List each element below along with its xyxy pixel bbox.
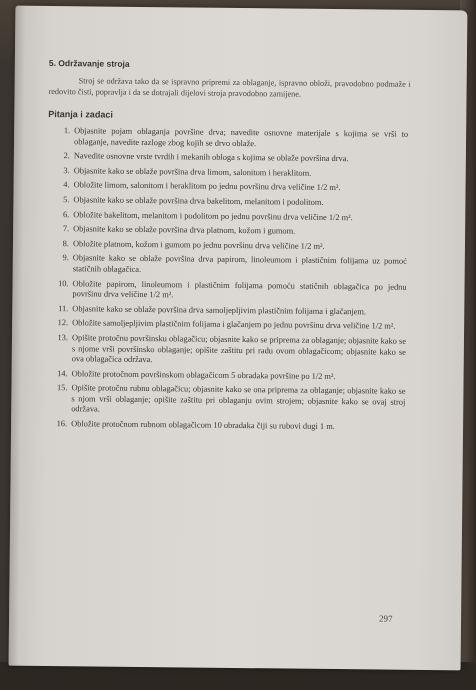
question-number: 6. <box>62 209 70 219</box>
question-item <box>63 165 410 180</box>
question-number: 14. <box>57 368 68 378</box>
question-item <box>62 209 409 224</box>
page-edge-shadow <box>9 6 26 666</box>
question-item <box>62 253 409 279</box>
question-text: Objasnite kako se oblaže površina drva papirom, linoleumom i plastičnim folijama uz pomoć statičnih oblagačica. <box>72 253 407 274</box>
question-text: Objasnite kako se oblaže površina drva samoljepljivim plastičnim folijama i glačanjem. <box>72 303 367 317</box>
question-item <box>63 151 410 165</box>
question-text: Obložite protočnom površinskom oblagačicom 5 obradaka površine po 1/2 m². <box>71 368 336 381</box>
question-number: 9. <box>62 253 69 263</box>
questions-list <box>45 126 410 433</box>
question-text: Opišite protočnu rubnu oblagačicu; objasnite kako se ona priprema za oblaganje; objasnite kako se s njom vrši oblaganje; opišite zaštitu pri oblaganju ovim strojem; objasnite kako se ovaj stroj održava. <box>71 383 406 415</box>
book-page <box>9 6 468 671</box>
question-item <box>58 303 408 318</box>
question-text: Objasnite pojam oblaganja površine drva; navedite osnovne materijale s kojima se vrši to oblaganje, navedite razloge zbog kojih se drvo oblaže. <box>74 126 409 148</box>
question-text: Obložite bakelitom, melanitom i podolitom po jednu površinu drva veličine 1/2 m². <box>73 209 353 222</box>
question-number: 5. <box>63 195 70 205</box>
question-number: 15. <box>56 383 68 393</box>
question-item <box>56 383 407 419</box>
question-item <box>62 224 409 238</box>
question-number: 2. <box>63 151 70 161</box>
question-item <box>58 278 408 304</box>
question-text: Opišite protočnu površinsku oblagačicu; objasnite kako se priprema za oblaganje; objasnite kako se s njome vrši površinsko oblaganje; opišite zaštitu pri radu ovom oblagačicom; objasnite kako se ova oblagačica održava. <box>71 333 407 365</box>
section-intro: Stroj se održava tako da se ispravno pripremi za oblaganje, ispravno obloži, pravodobno podmaže i redovito čisti, popravlja i da se dotrajali dijelovi stroja pravodobno zamijene. <box>48 76 411 99</box>
question-item <box>57 318 408 333</box>
question-text: Objasnite kako se oblaže površina drva limom, salonitom i heraklitom. <box>73 166 312 178</box>
question-number: 13. <box>57 333 69 343</box>
question-item <box>63 195 409 209</box>
question-number: 12. <box>57 318 69 328</box>
question-text: Objasnite kako se oblaže površina drva bakelitom, melanitom i podolitom. <box>73 195 324 207</box>
question-number: 3. <box>63 165 70 176</box>
question-text: Navedite osnovne vrste tvrdih i mekanih obloga s kojima se oblaže površina drva. <box>73 151 349 164</box>
question-number: 11. <box>58 303 69 313</box>
question-number: 7. <box>62 224 70 234</box>
question-text: Obložite papirom, linoleumom i plastičnim folijama pomoću statičnih oblagačica po jednu površinu drva veličine 1/2 m². <box>72 278 407 300</box>
question-text: Obložite protočnom rubnom oblagačicom 10 obradaka čiji su rubovi dugi 1 m. <box>71 419 335 432</box>
question-item <box>57 368 408 383</box>
question-text: Objasnite kako se oblaže površina drva platnom, kožom i gumom. <box>73 224 296 236</box>
question-item <box>57 333 408 368</box>
question-number: 10. <box>58 278 69 288</box>
question-text: Obložite platnom, kožom i gumom po jednu površinu drva veličine 1/2 m². <box>72 239 325 251</box>
questions-heading: Pitanja i zadaci <box>48 109 113 120</box>
question-number: 16. <box>56 419 68 429</box>
page-number: 297 <box>379 613 393 624</box>
question-item <box>56 419 407 433</box>
question-text: Obložite limom, salonitom i heraklitom po jednu površinu drva veličine 1/2 m². <box>73 180 341 193</box>
question-number: 8. <box>62 238 70 248</box>
question-text: Obložite samoljepljivim plastičnim folijama i glačanjem po jednu površinu drva veličine 1/2 m². <box>72 318 396 331</box>
question-number: 4. <box>63 180 70 190</box>
section-title: 5. Održavanje stroja <box>48 58 130 69</box>
question-number: 1. <box>63 126 71 136</box>
question-item <box>63 180 410 195</box>
question-item <box>63 126 410 151</box>
question-item <box>62 238 409 253</box>
page-content <box>45 58 411 437</box>
